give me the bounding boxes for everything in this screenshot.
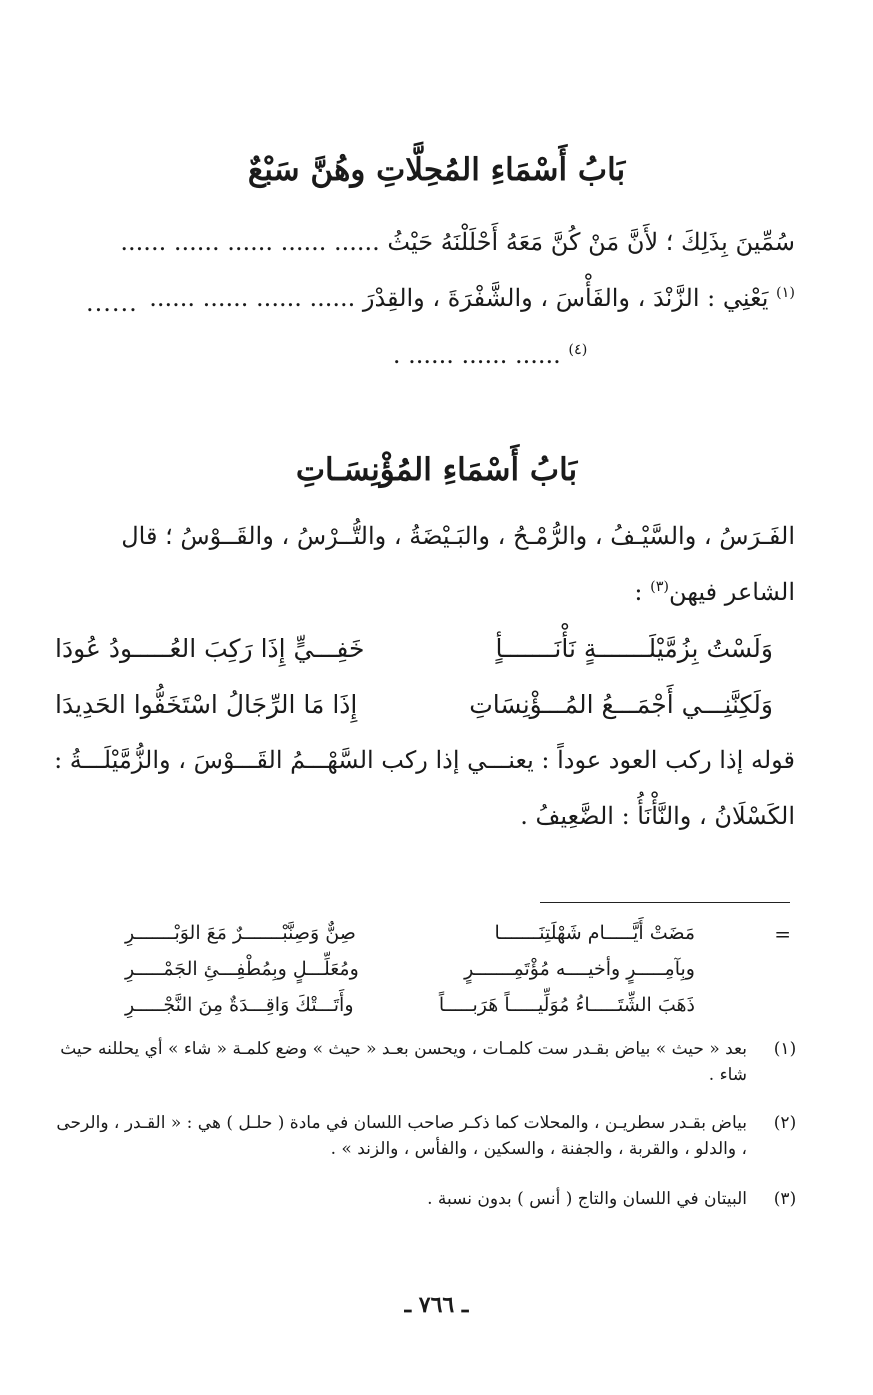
- footnote-verse-2: [95, 958, 795, 988]
- footnote-verse-3: [95, 994, 795, 1024]
- footnote-3-number: (٣): [773, 1189, 797, 1209]
- footnote-verse-1: [95, 922, 795, 952]
- section-title-muhillat: بَابُ أَسْمَاءِ المُحِلَّاتِ وهُنَّ سَبْعٌ: [247, 152, 626, 188]
- section1-line-3-text: ...... ...... ...... .: [392, 341, 561, 369]
- footnote-3: [55, 1186, 803, 1212]
- continuation-mark: =: [774, 922, 791, 946]
- footnote-separator: [540, 902, 790, 903]
- footnote-verse-3-second: وأَتَـــتْكَ وَاقِـــدَةٌ مِنَ النَّجْـــــرِ: [125, 994, 354, 1016]
- footnote-2-number: (٢): [773, 1113, 797, 1133]
- footnote-1: [55, 1036, 803, 1089]
- footnote-2: [55, 1110, 803, 1163]
- footnote-2-text: بياض بقـدر سطريـن ، والمحلات كما ذكـر صاحب اللسان في مادة ( حلـل ) هي : « القـدر ، والرحى ، والدلو ، والقربة ، والجفنة ، والسكين ، والفأس ، والزند » .: [56, 1113, 747, 1160]
- section1-line-2: [55, 284, 795, 313]
- verse-1-first-hemistich: وَلَسْتُ بِزُمَّيْلَـــــــةٍ نَأْنَـــــــأٍ: [495, 634, 773, 663]
- footnote-ref-4: (٤): [568, 342, 588, 358]
- section1-line-2-text: يَعْنِي : الزَّنْدَ ، والفَأْسَ ، والشَّفْرَةَ ، والقِدْرَ ...... ...... ...... ......: [149, 284, 769, 312]
- section2-paragraph-line-4: الكَسْلَانُ ، والنَّأْنَأُ : الضَّعِيفُ .: [520, 802, 795, 830]
- footnote-verse-1-first: مَضَتْ أَيَّـــــام شَهْلَتِنَـــــــا: [494, 922, 695, 944]
- footnote-3-text: البيتان في اللسان والتاج ( أنس ) بدون نسبة .: [427, 1189, 747, 1209]
- verse-line-2: [55, 690, 795, 730]
- section2-paragraph-line-1: الفَـرَسُ ، والسَّيْـفُ ، والرُّمْـحُ ، والبَـيْضَةُ ، والتُّــرْسُ ، والقَــوْسُ ؛ قال: [121, 522, 795, 550]
- verse-2-first-hemistich: وَلَكِنَّنِـــي أَجْمَـــعُ المُـــؤْنِسَاتِ: [469, 690, 773, 719]
- section1-line-1: [55, 228, 795, 257]
- section-title-munisat: بَابُ أَسْمَاءِ المُؤْنِسَـاتِ: [295, 452, 578, 488]
- page-number: ـ ٧٦٦ ـ: [404, 1292, 469, 1318]
- footnote-ref-3: (٣): [650, 579, 670, 595]
- footnote-ref-1: (١): [776, 285, 795, 301]
- section2-paragraph-line-3: قوله إذا ركب العود عوداً : يعنـــي إذا ركب السَّهْـــمُ القَـــوْسَ ، والزُّمَّيْلَـــةُ :: [54, 746, 795, 774]
- verse-line-1: [55, 634, 795, 674]
- verse-2-second-hemistich: إِذَا مَا الرِّجَالُ اسْتَخَفُّوا الحَدِيدَا: [55, 690, 358, 719]
- footnote-1-text: بعد « حيث » بياض بقـدر ست كلمـات ، ويحسن بعـد « حيث » وضع كلمـة « شاء » أي يحللنه حيث شاء .: [60, 1039, 747, 1086]
- section1-line-3: [55, 341, 795, 370]
- verse-1-second-hemistich: خَفِـــيٍّ إِذَا رَكِبَ العُـــــودُ عُودَا: [55, 634, 365, 663]
- footnote-1-number: (١): [773, 1039, 797, 1059]
- section2-paragraph-line-2: الشاعر فيهن$^{(٣)}$ :: [634, 578, 795, 606]
- footnote-verse-2-first: وبِآمِـــــرٍ وأخيــــه مُؤْتَمِـــــــرٍ: [464, 958, 695, 980]
- section2-paragraph-line-2-text: الشاعر فيهن: [669, 578, 795, 606]
- footnote-verse-3-first: ذَهَبَ الشِّتَـــــاءُ مُوَلِّيـــــاً هَرَبـــــاً: [438, 994, 695, 1016]
- section1-line-2-leading-dots: ......: [86, 289, 138, 317]
- footnote-verse-1-second: صِنٌّ وَصِنَّبْـــــــرٌ مَعَ الوَبْـــــــرِ: [125, 922, 356, 944]
- footnote-verse-2-second: ومُعَلِّـــلٍ وبِمُطْفِـــئِ الجَمْـــــرِ: [125, 958, 359, 980]
- section1-line-1-text: سُمِّينَ بِذَلِكَ ؛ لأَنَّ مَنْ كُنَّ مَعَهُ أَحْلَلْنَهُ حَيْثُ ...... ...... ...... ...... ......: [120, 228, 795, 256]
